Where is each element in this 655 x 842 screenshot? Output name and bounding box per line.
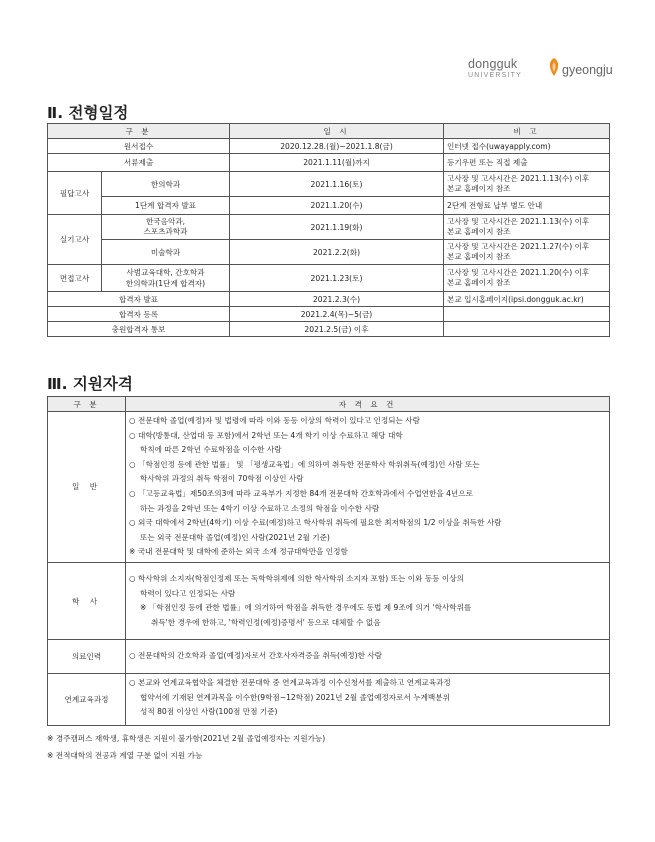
row-note: [444, 215, 610, 240]
logo-campus: gyeongju: [562, 63, 613, 77]
row-note-line: 고사장 및 고사시간은 2021.1.27(수) 이후: [447, 242, 590, 251]
row-date: 2021.1.11(월)까지: [230, 154, 444, 172]
requirement-line: 학사학위 과정의 취득 학점이 70학점 이상인 사람: [140, 474, 304, 484]
row-sub-line: 스포츠과학과: [143, 227, 188, 236]
header-datetime: 일 시: [230, 124, 444, 139]
requirement-line: 성적 80점 이상인 사람(100점 만점 기준): [140, 707, 278, 717]
row-note: 인터넷 접수(uwayapply.com): [444, 139, 610, 154]
footnote: ※ 전적대학의 전공과 계열 구분 없이 지원 가능: [47, 751, 203, 760]
header-requirements: 자 격 요 건: [126, 397, 610, 412]
row-date: 2021.2.5(금) 이후: [230, 322, 444, 337]
logo-emblem-icon: [546, 57, 562, 77]
table-row: [48, 673, 610, 725]
eligibility-heading: Ⅲ. 지원자격: [47, 375, 133, 393]
category-general: 일 반: [48, 412, 126, 563]
row-note-line: 본교 홈페이지 참조: [447, 278, 511, 287]
row-sub-line: 한의학과(1단계 합격자): [125, 279, 206, 288]
category-medical: 의료인력: [48, 640, 126, 674]
row-item: 합격자 발표: [48, 292, 230, 307]
requirement-line: ○ 「학점인정 등에 관한 법률」 및 「평생교육법」에 의하여 취득한 전문학사 학위취득(예정)인 사람 또는: [129, 459, 480, 469]
table-row: [48, 215, 610, 240]
row-date: 2021.1.20(수): [230, 197, 444, 215]
row-date: 2021.1.19(화): [230, 215, 444, 240]
requirements-medical: [126, 640, 610, 674]
table-row: [48, 640, 610, 674]
row-sub: [102, 265, 230, 292]
row-note: [444, 322, 610, 337]
row-note-line: 고사장 및 고사시간은 2021.1.13(수) 이후: [447, 174, 590, 183]
table-row: [48, 154, 610, 172]
row-note-line: 본교 홈페이지 참조: [447, 184, 511, 193]
row-date: 2021.1.23(토): [230, 265, 444, 292]
row-sub: 미술학과: [102, 240, 230, 265]
row-note: [444, 265, 610, 292]
header-category: 구 분: [48, 124, 230, 139]
requirements-general: [126, 412, 610, 563]
requirement-line: ○ 대학(방통대, 산업대 등 포함)에서 2학년 또는 4개 학기 이상 수료하고 해당 대학: [129, 430, 403, 440]
row-date: 2021.2.4(목)~5(금): [230, 307, 444, 322]
row-date: 2021.2.2(화): [230, 240, 444, 265]
requirement-line: ※ 국내 전문대학 및 대학에 준하는 외국 소재 정규대학만을 인정함: [129, 547, 348, 557]
row-note: 본교 입시홈페이지(ipsi.dongguk.ac.kr): [444, 292, 610, 307]
requirement-line: ○ 학사학위 소지자(학점인정제 또는 독학학위제에 의한 학사학위 소지자 포함) 또는 이와 동등 이상의: [129, 573, 464, 583]
header-category: 구 분: [48, 397, 126, 412]
requirement-line: ○ 외국 대학에서 2학년(4학기) 이상 수료(예정)하고 학사학위 취득에 필요한 최저학점의 1/2 이상을 취득한 사람: [129, 518, 502, 528]
table-row: [48, 412, 610, 563]
row-sub-line: 사범교육대학, 간호학과: [126, 268, 205, 277]
requirements-bachelor: [126, 562, 610, 639]
row-note-line: 본교 홈페이지 참조: [447, 252, 511, 261]
row-item: 합격자 등록: [48, 307, 230, 322]
row-item: 원서접수: [48, 139, 230, 154]
row-sub: 1단계 합격자 발표: [102, 197, 230, 215]
requirement-line: 또는 외국 전문대학 졸업(예정)인 사람(2021년 2월 기준): [140, 532, 330, 542]
row-note: 등기우편 또는 직접 제출: [444, 154, 610, 172]
category-bachelor: 학 사: [48, 562, 126, 639]
schedule-table: [47, 123, 610, 337]
requirement-line: 학력이 있다고 인정되는 사람: [140, 588, 236, 598]
requirement-line: ○ 본교와 연계교육협약을 체결한 전문대학 중 연계교육과정 이수신청서를 제출하고 연계교육과정: [129, 677, 451, 687]
requirement-line: ○ 전문대학의 간호학과 졸업(예정)자로서 간호사자격증을 취득(예정)한 사람: [129, 651, 383, 661]
row-note-line: 고사장 및 고사시간은 2021.1.20(수) 이후: [447, 268, 590, 277]
schedule-heading: Ⅱ. 전형일정: [47, 104, 129, 122]
requirement-line: 하는 과정을 2학년 또는 4학기 이상 수료하고 소정의 학점을 이수한 사람: [140, 503, 380, 513]
logo-name-top: dongguk: [468, 57, 518, 71]
row-item: 서류제출: [48, 154, 230, 172]
row-note: [444, 307, 610, 322]
row-sub: [102, 215, 230, 240]
row-group: 필답고사: [48, 172, 102, 215]
row-date: 2021.1.16(토): [230, 172, 444, 197]
table-row: [48, 322, 610, 337]
table-row: [48, 197, 610, 215]
table-row: [48, 292, 610, 307]
row-date: 2021.2.3(수): [230, 292, 444, 307]
row-note: 2단계 전형료 납부 별도 안내: [444, 197, 610, 215]
requirement-line: 협약서에 기재된 연계과목을 이수한(9학점~12학점) 2021년 2월 졸업예정자로서 누계백분위: [140, 692, 450, 702]
requirement-line: ○ 전문대학 졸업(예정)자 및 법령에 따라 이와 동등 이상의 학력이 있다고 인정되는 사람: [129, 416, 420, 425]
table-header-row: [48, 124, 610, 139]
table-row: [48, 139, 610, 154]
row-date: 2020.12.28.(월)~2021.1.8(금): [230, 139, 444, 154]
row-sub-line: 한국음악과,: [145, 217, 186, 226]
table-row: [48, 265, 610, 292]
header-remarks: 비 고: [444, 124, 610, 139]
row-note: [444, 240, 610, 265]
requirement-line: 취득'한 경우에 한하고, '학력인정(예정)증명서' 등으로 대체할 수 없음: [151, 617, 381, 627]
table-row: [48, 172, 610, 197]
row-sub: 한의학과: [102, 172, 230, 197]
university-logo: [468, 57, 628, 87]
row-group: 실기고사: [48, 215, 102, 265]
row-note-line: 본교 홈페이지 참조: [447, 227, 511, 236]
row-note: [444, 172, 610, 197]
requirement-line: ※ 「학점인정 등에 관한 법률」에 의거하여 학점을 취득한 경우에도 동법 제 9조에 의거 '학사학위를: [140, 603, 472, 613]
requirements-linked: [126, 673, 610, 725]
requirement-line: ○ 「고등교육법」제50조의3에 따라 교육부가 지정한 84개 전문대학 간호학과에서 수업연한을 4년으로: [129, 488, 473, 498]
table-row: [48, 240, 610, 265]
table-row: [48, 307, 610, 322]
row-note-line: 고사장 및 고사시간은 2021.1.13(수) 이후: [447, 217, 590, 226]
category-linked: 연계교육과정: [48, 673, 126, 725]
row-item: 충원합격자 통보: [48, 322, 230, 337]
row-group: 면접고사: [48, 265, 102, 292]
requirement-line: 학칙에 따른 2학년 수료학점을 이수한 사람: [140, 445, 282, 455]
logo-name-bottom: UNIVERSITY: [468, 72, 523, 79]
eligibility-table: [47, 396, 610, 726]
footnote: ※ 경주캠퍼스 재학생, 휴학생은 지원이 불가함(2021년 2월 졸업예정자는 지원가능): [47, 734, 326, 743]
table-header-row: [48, 397, 610, 412]
table-row: [48, 562, 610, 639]
